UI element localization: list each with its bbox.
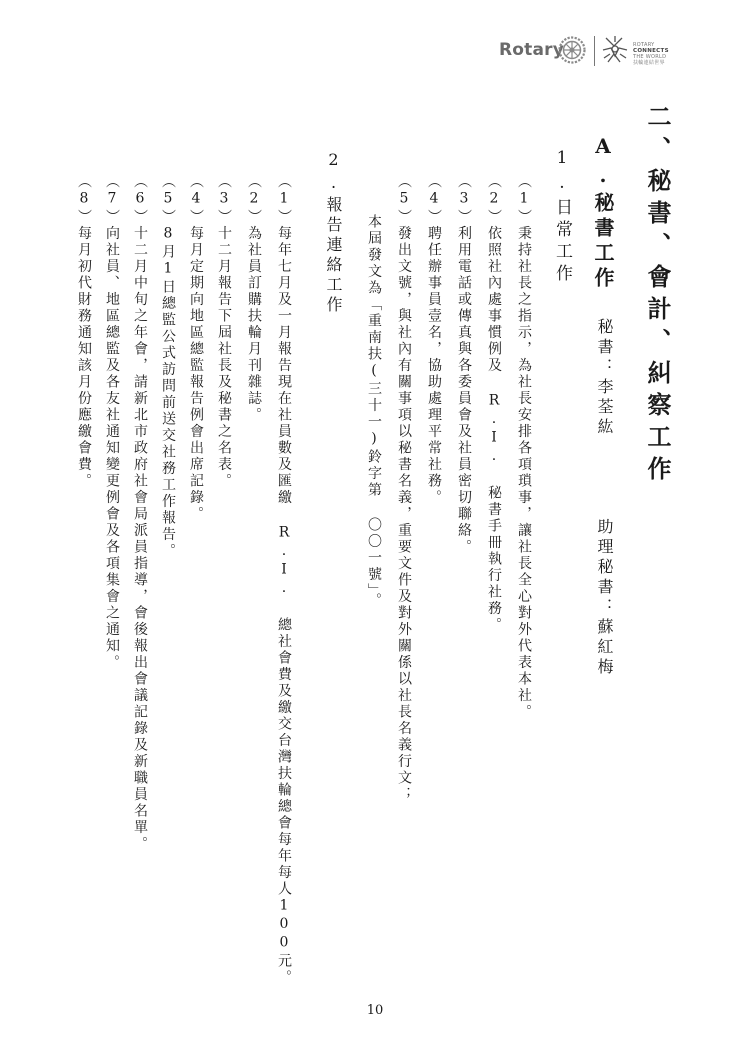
- report-work-heading: 2.報告連絡工作: [324, 150, 343, 316]
- daily-item-5-cont: 本屆發文為「重南扶(三十一)鈴字第 〇〇一號」。: [366, 214, 382, 609]
- report-item-7: （7）向社員、地區總監及各友社通知變更例會及各項集會之通知。: [104, 174, 120, 671]
- report-item-1: （1）每年七月及一月報告現在社員數及匯繳 R.I. 總社會費及繳交台灣扶輪總會每年每人100元。: [276, 174, 292, 986]
- daily-item-1: （1）秉持社長之指示，為社長安排各項瑣事，讓社長全心對外代表本社。: [516, 174, 532, 721]
- theme-emblem-icon: [600, 34, 630, 66]
- daily-item-3: （3）利用電話或傳真與各委員會及社員密切聯絡。: [456, 174, 472, 556]
- rotary-wheel-icon: [558, 36, 586, 64]
- theme-line-4: 扶輪連結世界: [633, 60, 665, 66]
- report-item-6: （6）十二月中旬之年會，請新北市政府社會局派員指導，會後報出會議記錄及新職員名單。: [132, 174, 148, 853]
- rotary-header-logo: [495, 34, 735, 74]
- theme-text: [633, 42, 669, 66]
- report-item-4: （4）每月定期向地區總監報告例會出席記錄。: [188, 174, 204, 523]
- report-item-2: （2）為社員訂購扶輪月刊雜誌。: [246, 174, 262, 424]
- assistant-secretary-name: 助理秘書：蘇紅梅: [595, 518, 614, 678]
- report-item-8: （8）每月初代財務通知該月份應繳會費。: [76, 174, 92, 490]
- page-title: 二、秘書、會計、糾察工作: [643, 104, 672, 488]
- theme-line-3: THE WORLD: [633, 54, 667, 60]
- rotary-wordmark: Rotary: [499, 40, 565, 60]
- theme-line-1: ROTARY: [633, 42, 655, 48]
- daily-item-2: （2）依照社內處事慣例及 R.I. 秘書手冊執行社務。: [486, 174, 502, 634]
- page-number: 10: [366, 1003, 384, 1018]
- section-a-heading: A.秘書工作: [591, 134, 615, 292]
- report-item-3: （3）十二月報告下屆社長及秘書之名表。: [216, 174, 232, 490]
- daily-item-4: （4）聘任辦事員壹名，協助處理平常社務。: [426, 174, 442, 506]
- logo-divider: [594, 36, 595, 66]
- daily-work-heading: 1.日常工作: [552, 148, 572, 286]
- report-item-5: （5）8月1日總監公式訪問前送交社務工作報告。: [160, 174, 176, 560]
- theme-line-2: CONNECTS: [633, 48, 669, 54]
- daily-item-5: （5）發出文號，與社內有關事項以秘書名義，重要文件及對外關係以社長名義行文；: [396, 174, 412, 803]
- secretary-name: 秘書：李荃紘: [595, 318, 614, 438]
